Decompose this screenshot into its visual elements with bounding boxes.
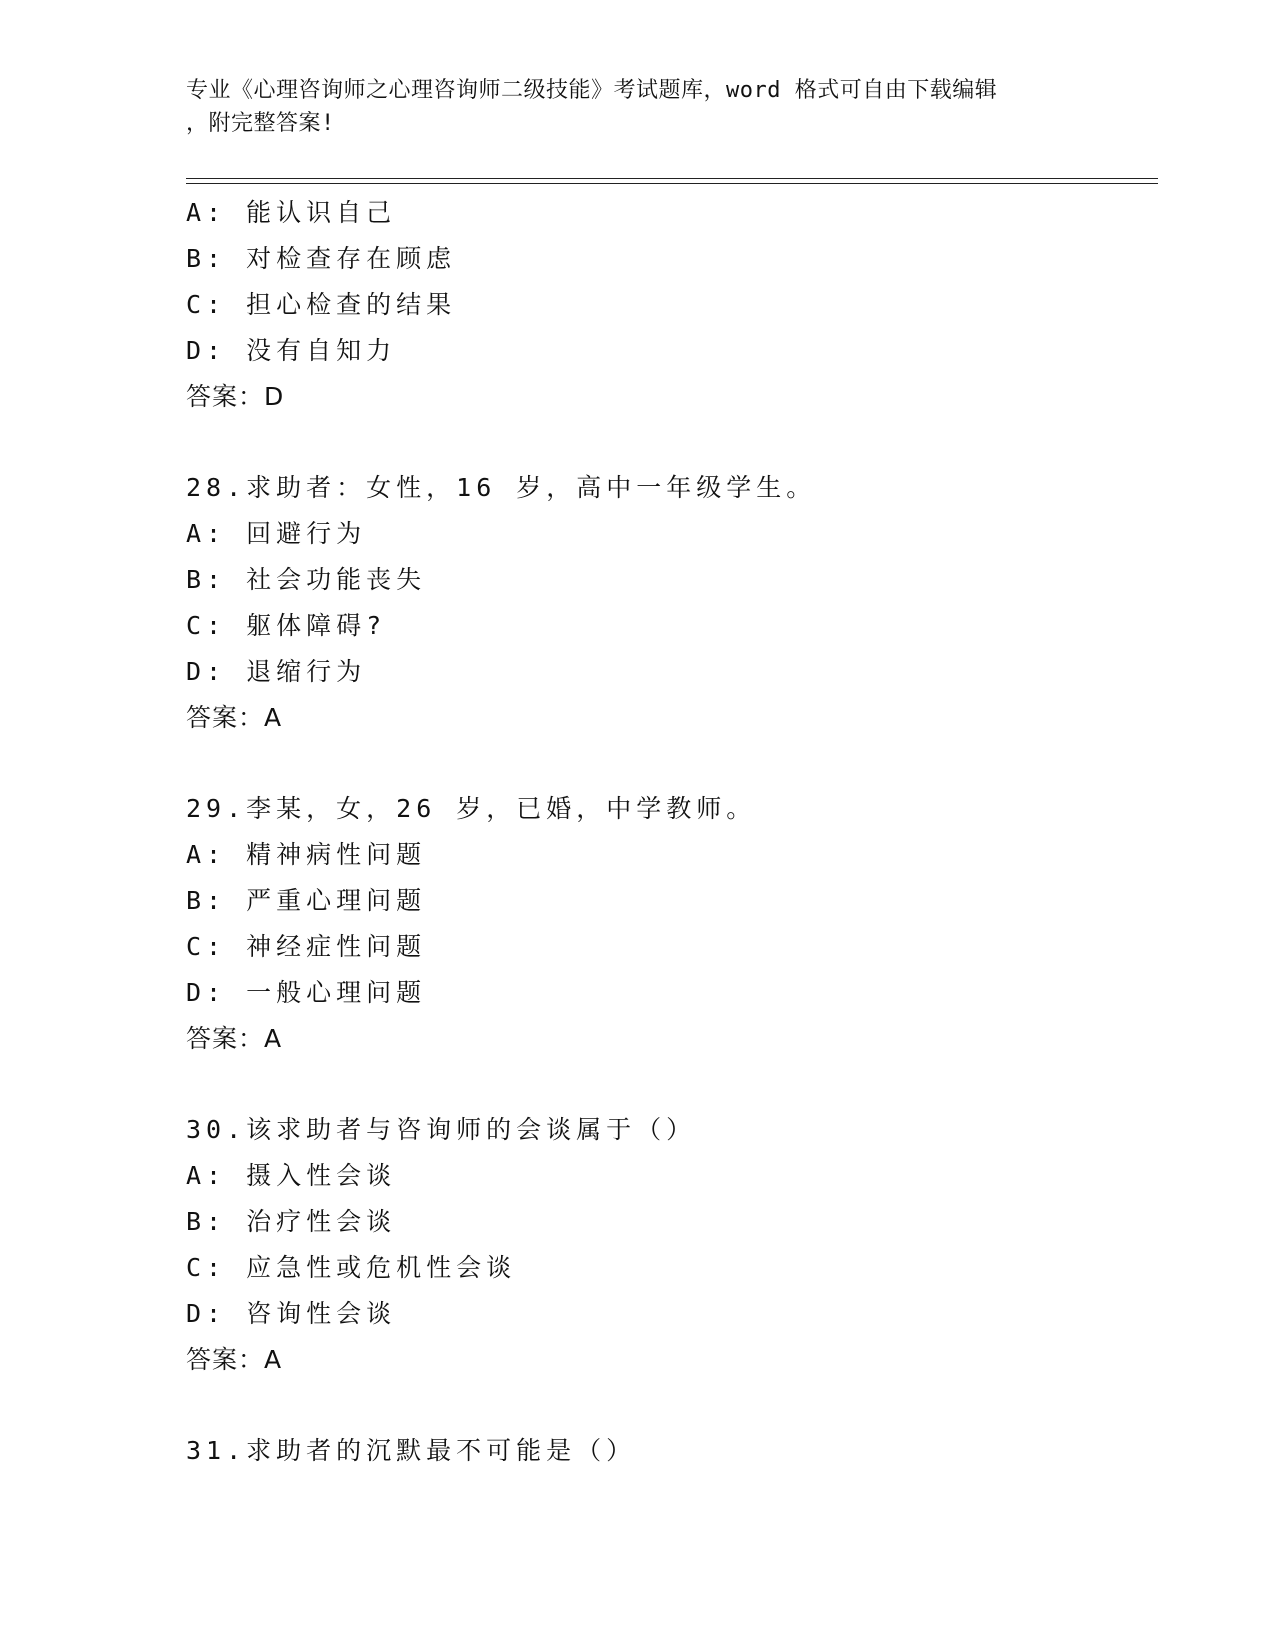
option-d: D: 退缩行为 xyxy=(186,657,367,686)
option-c: C: 躯体障碍? xyxy=(186,611,387,640)
document-header xyxy=(186,74,1086,140)
option-a: A: 精神病性问题 xyxy=(186,840,427,869)
question-block-27 xyxy=(186,190,1146,420)
option-d: D: 没有自知力 xyxy=(186,336,397,365)
option-c: C: 应急性或危机性会谈 xyxy=(186,1253,517,1282)
question-block-31 xyxy=(186,1428,1146,1474)
option-d: D: 咨询性会谈 xyxy=(186,1299,397,1328)
option-b: B: 社会功能丧失 xyxy=(186,565,427,594)
option-b: B: 治疗性会谈 xyxy=(186,1207,397,1236)
option-c: C: 神经症性问题 xyxy=(186,932,427,961)
spacer xyxy=(186,1383,1146,1428)
answer-line: 答案：D xyxy=(186,382,285,411)
header-divider-bottom xyxy=(186,183,1158,184)
option-a: A: 摄入性会谈 xyxy=(186,1161,397,1190)
question-block-30 xyxy=(186,1107,1146,1383)
option-d: D: 一般心理问题 xyxy=(186,978,427,1007)
question-text: 28.求助者：女性，16 岁，高中一年级学生。 xyxy=(186,473,817,502)
spacer xyxy=(186,741,1146,786)
option-c: C: 担心检查的结果 xyxy=(186,290,457,319)
header-divider-top xyxy=(186,178,1158,179)
option-b: B: 严重心理问题 xyxy=(186,886,427,915)
option-b: B: 对检查存在顾虑 xyxy=(186,244,457,273)
answer-line: 答案：A xyxy=(186,1024,283,1053)
header-line-1: 专业《心理咨询师之心理咨询师二级技能》考试题库，word 格式可自由下载编辑 xyxy=(186,78,998,103)
header-line-2: ，附完整答案! xyxy=(186,111,335,136)
answer-line: 答案：A xyxy=(186,703,283,732)
spacer xyxy=(186,1062,1146,1107)
question-text: 29.李某，女，26 岁，已婚，中学教师。 xyxy=(186,794,757,823)
question-text: 31.求助者的沉默最不可能是（） xyxy=(186,1436,637,1465)
question-list xyxy=(186,190,1146,1474)
spacer xyxy=(186,420,1146,465)
option-a: A: 能认识自己 xyxy=(186,198,397,227)
question-block-29 xyxy=(186,786,1146,1062)
answer-line: 答案：A xyxy=(186,1345,283,1374)
question-text: 30.该求助者与咨询师的会谈属于（） xyxy=(186,1115,697,1144)
question-block-28 xyxy=(186,465,1146,741)
option-a: A: 回避行为 xyxy=(186,519,367,548)
